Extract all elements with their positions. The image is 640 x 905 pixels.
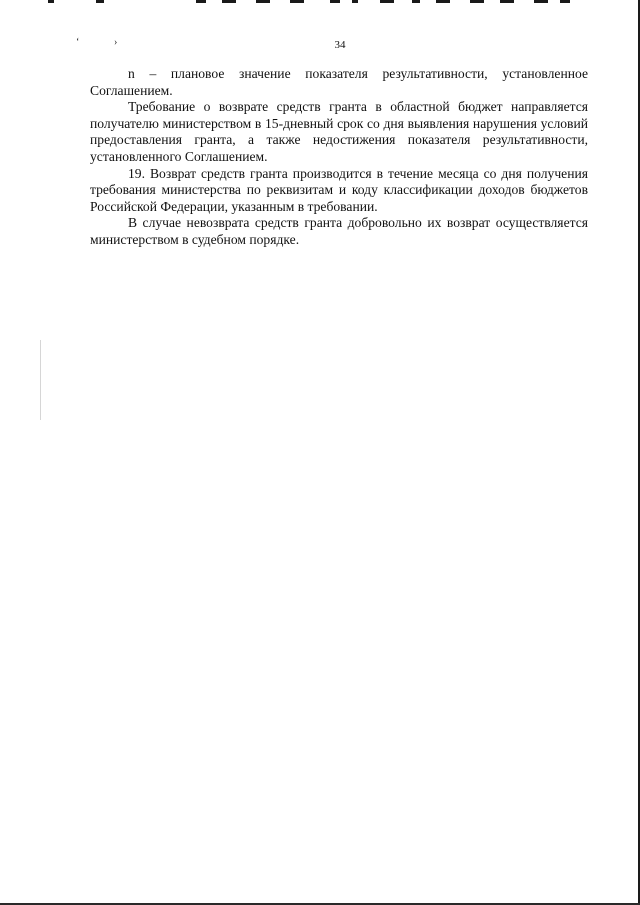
paragraph-return-requirement: Требование о возврате средств гранта в областной бюджет направляется получателю министерством в 15-дневный срок со дня выявления нарушения условий предоставления гранта, а также недостижения показателя результативности, установленного Соглашением. [90, 99, 588, 164]
paragraph-formula-legend: n – плановое значение показателя результативности, установленное Соглашением. [90, 66, 588, 98]
paragraph-clause-19: 19. Возврат средств гранта производится в течение месяца со дня получения требования министерства по реквизитам и коду классификации доходов бюджетов Российской Федерации, указанным в требовании. [90, 165, 588, 214]
scan-faint-line [40, 340, 41, 420]
scan-mark-left: ‘ [76, 37, 80, 48]
document-body [90, 66, 588, 249]
scan-mark-right: › [114, 37, 118, 48]
page-number: 34 [334, 39, 346, 51]
paragraph-court-return: В случае невозврата средств гранта добровольно их возврат осуществляется министерством в судебном порядке. [90, 215, 588, 247]
scan-edge-top [0, 0, 640, 4]
